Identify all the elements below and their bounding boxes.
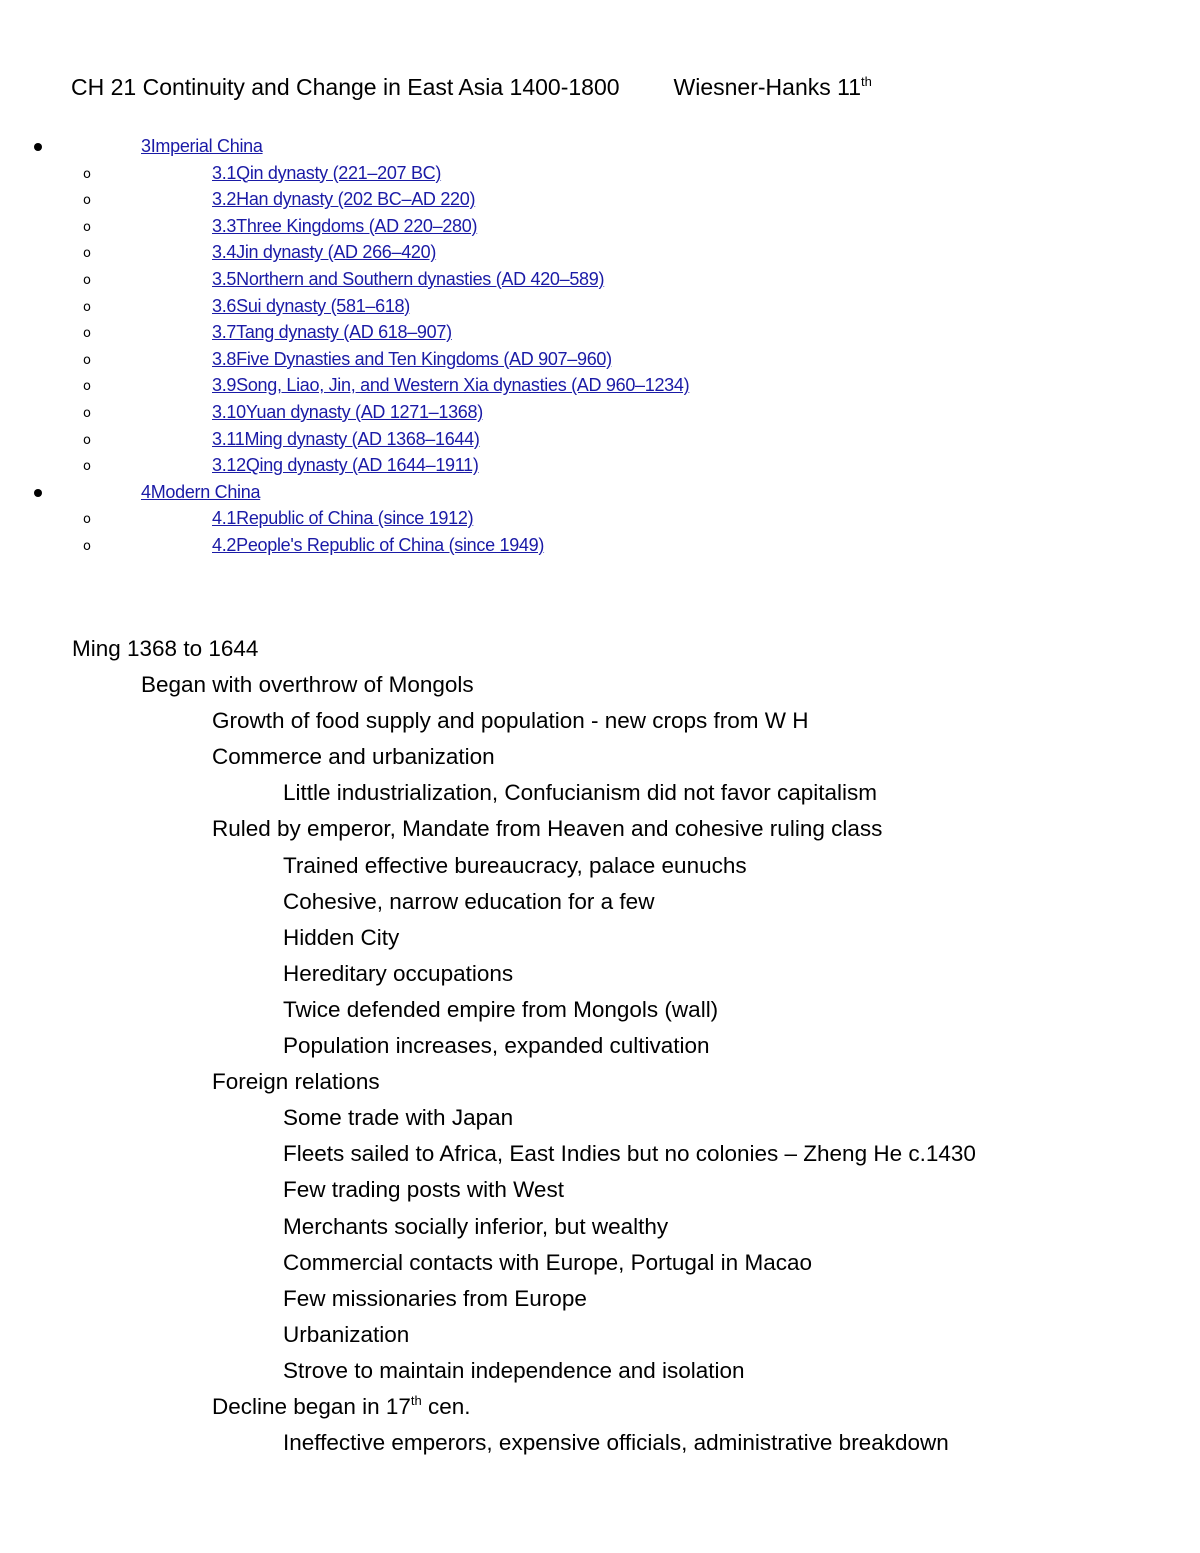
toc-item [0, 214, 1200, 241]
outline-line [0, 1354, 1200, 1390]
circle-bullet-icon: o [83, 219, 91, 235]
outline-text: Hereditary occupations [283, 960, 514, 986]
outline-line [0, 1426, 1200, 1462]
toc-item [0, 400, 1200, 427]
outline-line [0, 1065, 1200, 1101]
toc-link[interactable]: 3.7Tang dynasty (AD 618–907) [212, 322, 452, 343]
document-title [71, 74, 872, 101]
toc-link[interactable]: 3.11Ming dynasty (AD 1368–1644) [212, 428, 480, 449]
outline-text: Hidden City [283, 924, 400, 950]
toc-link[interactable]: 3Imperial China [141, 136, 263, 156]
table-of-contents [0, 134, 1200, 560]
outline-line [0, 668, 1200, 704]
toc-item [0, 453, 1200, 480]
toc-link[interactable]: 3.3Three Kingdoms (AD 220–280) [212, 215, 478, 236]
outline-text: Trained effective bureaucracy, palace eunuchs [283, 852, 747, 878]
toc-item [0, 427, 1200, 454]
circle-bullet-icon: o [83, 299, 91, 315]
toc-link[interactable]: 3.12Qing dynasty (AD 1644–1911) [212, 455, 479, 476]
outline-text: Few missionaries from Europe [283, 1285, 587, 1311]
circle-bullet-icon: o [83, 166, 91, 182]
outline-line [0, 1210, 1200, 1246]
bullet-icon [34, 489, 42, 497]
outline-line [0, 993, 1200, 1029]
author-text: Wiesner-Hanks 11 [673, 74, 862, 100]
outline-notes [0, 632, 1200, 1462]
toc-item [0, 533, 1200, 560]
outline-line [0, 1029, 1200, 1065]
circle-bullet-icon: o [83, 379, 91, 395]
outline-text: Merchants socially inferior, but wealthy [283, 1213, 669, 1239]
ordinal-superscript: th [410, 1392, 422, 1408]
outline-text: Urbanization [283, 1321, 410, 1347]
outline-line [0, 1390, 1200, 1426]
outline-line [0, 849, 1200, 885]
outline-line [0, 957, 1200, 993]
outline-line [0, 704, 1200, 740]
outline-line [0, 921, 1200, 957]
toc-item [0, 187, 1200, 214]
outline-text: Began with overthrow of Mongols [141, 672, 474, 698]
circle-bullet-icon: o [83, 272, 91, 288]
outline-text: Population increases, expanded cultivation [283, 1033, 710, 1059]
toc-link[interactable]: 3.1Qin dynasty (221–207 BC) [212, 162, 442, 183]
toc-item [0, 373, 1200, 400]
outline-text: Some trade with Japan [283, 1105, 514, 1131]
circle-bullet-icon: o [83, 459, 91, 475]
toc-item [0, 294, 1200, 321]
outline-text: Foreign relations [212, 1069, 380, 1095]
outline-text: Few trading posts with West [283, 1177, 564, 1203]
outline-text: Strove to maintain independence and isolation [283, 1357, 745, 1383]
outline-text-suffix: cen. [421, 1393, 471, 1419]
outline-line [0, 1101, 1200, 1137]
toc-link[interactable]: 3.5Northern and Southern dynasties (AD 420–589) [212, 268, 605, 289]
toc-item [0, 320, 1200, 347]
outline-text: Growth of food supply and population - new crops from W H [212, 708, 809, 734]
toc-link[interactable]: 4.1Republic of China (since 1912) [212, 508, 474, 529]
outline-line [0, 632, 1200, 668]
outline-text: Cohesive, narrow education for a few [283, 888, 655, 914]
outline-text: Twice defended empire from Mongols (wall) [283, 996, 719, 1022]
toc-item [0, 240, 1200, 267]
outline-line [0, 812, 1200, 848]
circle-bullet-icon: o [83, 432, 91, 448]
toc-link[interactable]: 3.8Five Dynasties and Ten Kingdoms (AD 907–960) [212, 348, 612, 369]
outline-line [0, 885, 1200, 921]
edition-superscript: th [861, 74, 872, 89]
toc-link[interactable]: 3.10Yuan dynasty (AD 1271–1368) [212, 401, 483, 422]
outline-line [0, 740, 1200, 776]
toc-link[interactable]: 4.2People's Republic of China (since 1949) [212, 534, 545, 555]
toc-item [0, 161, 1200, 188]
outline-line [0, 1282, 1200, 1318]
circle-bullet-icon: o [83, 405, 91, 421]
circle-bullet-icon: o [83, 352, 91, 368]
outline-text: Decline began in 17 [212, 1393, 411, 1419]
outline-text: Commerce and urbanization [212, 744, 495, 770]
outline-text: Ineffective emperors, expensive officials, administrative breakdown [283, 1430, 949, 1456]
outline-text: Ruled by emperor, Mandate from Heaven and cohesive ruling class [212, 816, 883, 842]
toc-link[interactable]: 4Modern China [141, 481, 261, 502]
circle-bullet-icon: o [83, 326, 91, 342]
circle-bullet-icon: o [83, 512, 91, 528]
toc-item [0, 347, 1200, 374]
bullet-icon [34, 143, 42, 151]
circle-bullet-icon: o [83, 246, 91, 262]
circle-bullet-icon: o [83, 538, 91, 554]
outline-line [0, 1137, 1200, 1173]
outline-line [0, 1246, 1200, 1282]
toc-link[interactable]: 3.9Song, Liao, Jin, and Western Xia dynasties (AD 960–1234) [212, 375, 690, 396]
outline-line [0, 1173, 1200, 1209]
toc-item [0, 480, 1200, 507]
outline-line [0, 1318, 1200, 1354]
outline-text: Fleets sailed to Africa, East Indies but no colonies – Zheng He c.1430 [283, 1141, 976, 1167]
toc-link[interactable]: 3.2Han dynasty (202 BC–AD 220) [212, 189, 476, 210]
outline-line [0, 776, 1200, 812]
toc-item [0, 506, 1200, 533]
toc-item [0, 134, 1200, 161]
circle-bullet-icon: o [83, 193, 91, 209]
toc-link[interactable]: 3.6Sui dynasty (581–618) [212, 295, 410, 316]
outline-text: Ming 1368 to 1644 [72, 636, 259, 661]
outline-text: Little industrialization, Confucianism did not favor capitalism [283, 780, 878, 806]
title-text: CH 21 Continuity and Change in East Asia 1400-1800 [71, 74, 620, 100]
outline-text: Commercial contacts with Europe, Portugal in Macao [283, 1249, 812, 1275]
toc-link[interactable]: 3.4Jin dynasty (AD 266–420) [212, 242, 437, 263]
toc-item [0, 267, 1200, 294]
